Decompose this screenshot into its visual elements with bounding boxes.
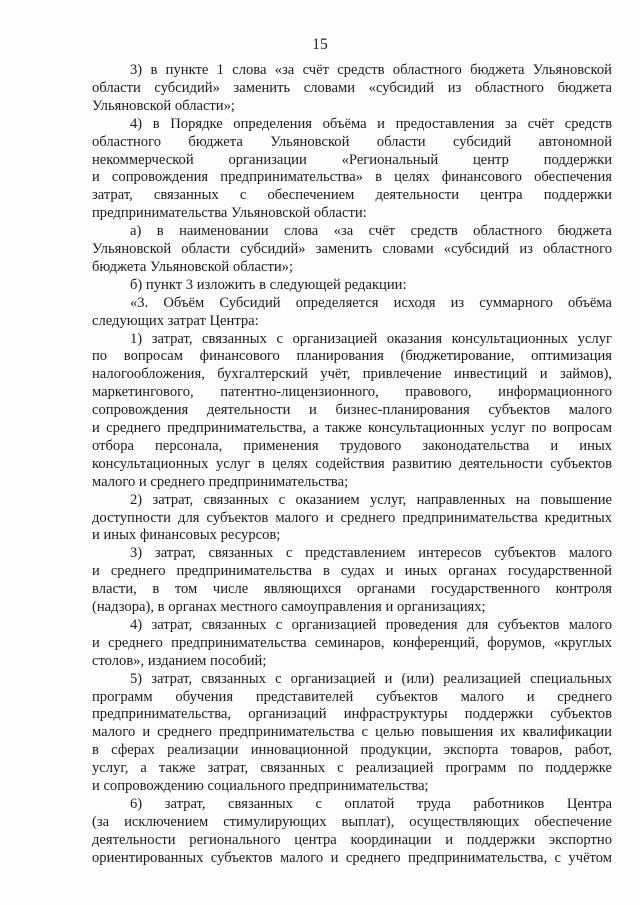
text-line: «3. Объём Субсидий определяется исходя из суммарного объёма xyxy=(130,294,612,311)
text-line: и среднего предпринимательства семинаров, конференций, форумов, «круглых xyxy=(92,634,612,651)
text-line: и среднего предпринимательства в судах и иных органах государственной xyxy=(92,563,612,580)
text-line: (надзора), в органах местного самоуправления и организациях; xyxy=(92,599,486,615)
text-line: программ обучения представителей субъектов малого и среднего xyxy=(92,688,612,705)
text-line: маркетингового, патентно-лицензионного, правового, информационного xyxy=(92,384,612,401)
text-line: и среднего предпринимательства, а также консультационных услуг по вопросам xyxy=(92,420,612,436)
text-line: консультационных услуг в целях содействия развитию деятельности субъектов xyxy=(92,455,612,472)
text-line: 4) в Порядке определения объёма и предоставления за счёт средств xyxy=(130,115,612,132)
text-line: Ульяновской области»; xyxy=(92,97,235,114)
text-line: 1) затрат, связанных с организацией оказания консультационных услуг xyxy=(130,330,612,347)
text-line: власти, в том числе являющихся органами государственного контроля xyxy=(92,581,612,598)
text-line: затрат, связанных с обеспечением деятельности центра поддержки xyxy=(92,187,612,204)
text-line: областного бюджета Ульяновской области субсидий автономной xyxy=(92,133,612,150)
text-line: предпринимательства Ульяновской области: xyxy=(92,205,367,222)
text-line: в сферах реализации инновационной продукции, экспорта товаров, работ, xyxy=(92,742,612,759)
text-line: налогообложения, бухгалтерский учёт, привлечение инвестиций и займов), xyxy=(92,366,612,383)
text-line: Ульяновской области субсидий» заменить словами «субсидий из областного xyxy=(92,241,612,257)
text-line: некоммерческой организации «Региональный центр поддержки xyxy=(92,151,612,168)
text-line: области субсидий» заменить словами «субсидий из областного бюджета xyxy=(92,79,612,96)
text-line: и сопровождению социального предпринимательства; xyxy=(92,778,429,794)
text-line: а) в наименовании слова «за счёт средств областного бюджета xyxy=(130,223,612,240)
text-line: услуг, а также затрат, связанных с реализацией программ по поддержке xyxy=(92,760,612,777)
text-line: предпринимательства, организаций инфраструктуры поддержки субъектов xyxy=(92,706,612,723)
page-number: 15 xyxy=(312,36,328,53)
text-line: сопровождения деятельности и бизнес-планирования субъектов малого xyxy=(92,402,612,419)
text-line: бюджета Ульяновской области»; xyxy=(92,258,294,275)
text-line: малого и среднего предпринимательства; xyxy=(92,473,349,490)
text-line: и сопровождения предпринимательства» в целях финансового обеспечения xyxy=(92,169,612,186)
text-line: следующих затрат Центра: xyxy=(92,312,259,329)
text-line: и иных финансовых ресурсов; xyxy=(92,527,281,544)
text-line: доступности для субъектов малого и среднего предпринимательства кредитных xyxy=(92,509,612,526)
text-line: ориентированных субъектов малого и среднего предпринимательства, с учётом xyxy=(92,849,612,866)
text-line: 4) затрат, связанных с организацией проведения для субъектов малого xyxy=(130,616,612,633)
text-line: столов», изданием пособий; xyxy=(92,652,267,669)
text-line: деятельности регионального центра координации и поддержки экспортно xyxy=(92,831,612,848)
text-line: б) пункт 3 изложить в следующей редакции: xyxy=(130,276,407,293)
text-line: отбора персонала, применения трудового законодательства и иных xyxy=(92,437,612,454)
text-line: по вопросам финансового планирования (бюджетирование, оптимизация xyxy=(92,348,612,365)
text-line: 3) в пункте 1 слова «за счёт средств областного бюджета Ульяновской xyxy=(130,62,612,78)
text-line: 2) затрат, связанных с оказанием услуг, направленных на повышение xyxy=(130,491,612,508)
text-line: 5) затрат, связанных с организацией и (или) реализацией специальных xyxy=(130,670,612,687)
text-line: 3) затрат, связанных с представлением интересов субъектов малого xyxy=(130,545,612,562)
text-line: (за исключением стимулирующих выплат), осуществляющих обеспечение xyxy=(92,813,612,830)
text-line: малого и среднего предпринимательства с целью повышения их квалификации xyxy=(92,724,612,741)
text-line: 6) затрат, связанных с оплатой труда работников Центра xyxy=(130,795,612,812)
